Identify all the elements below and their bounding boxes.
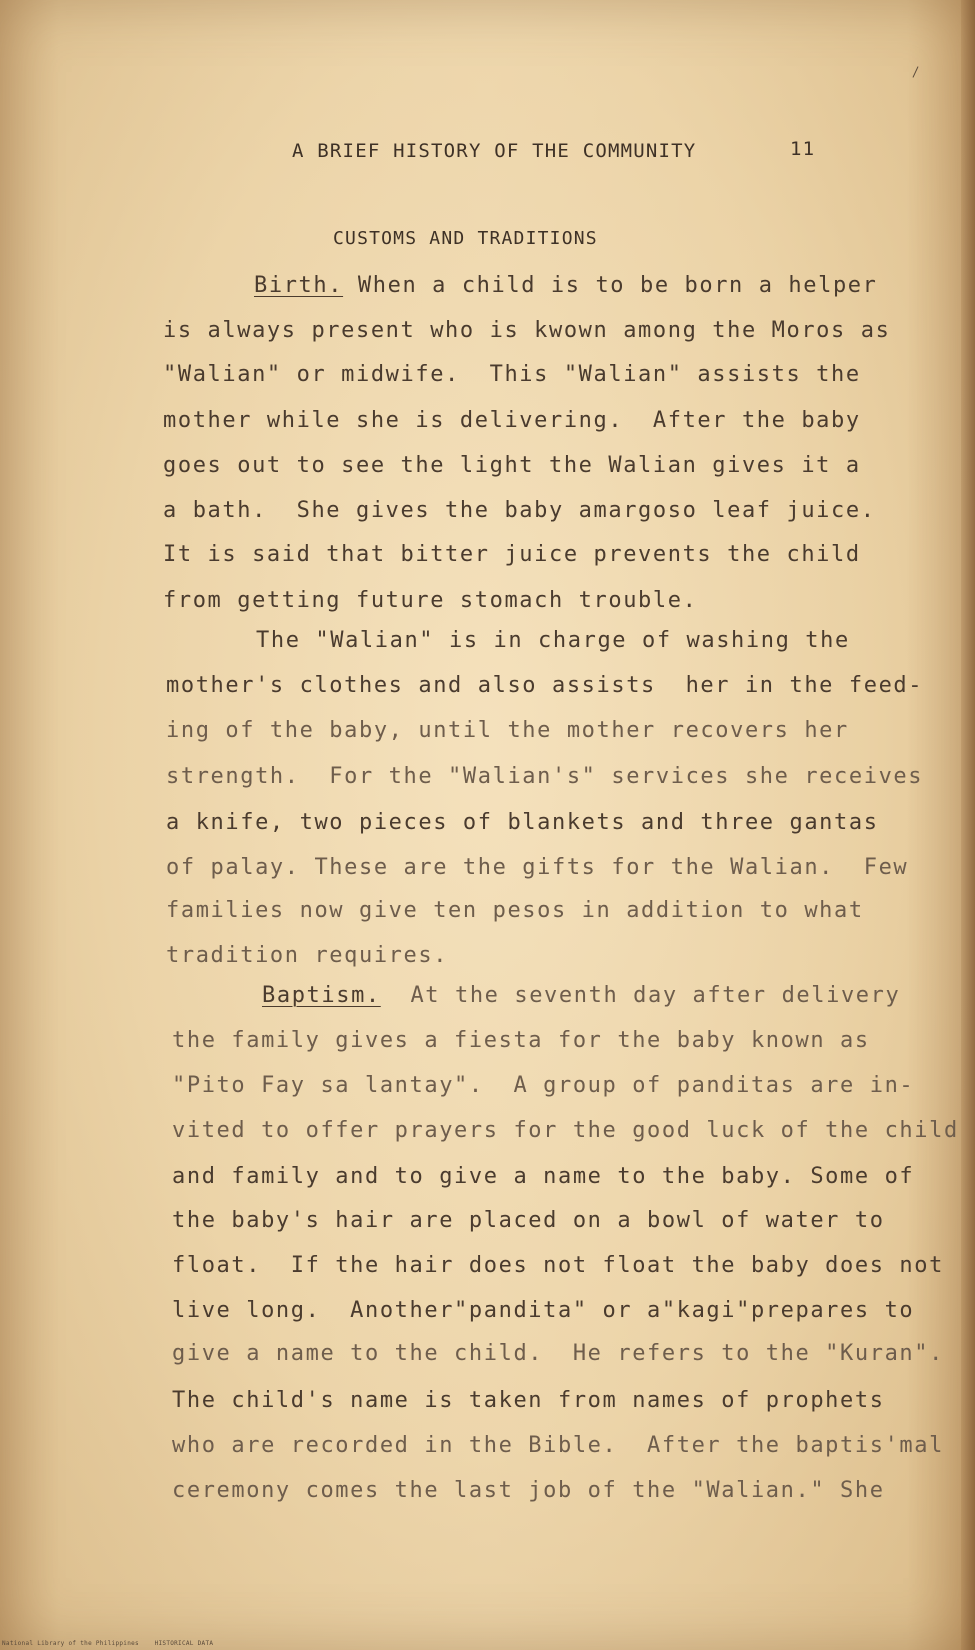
pencil-mark (913, 66, 919, 77)
baptism-line: ceremony comes the last job of the "Walian." She (172, 1478, 885, 1503)
running-title: A BRIEF HISTORY OF THE COMMUNITY (292, 140, 697, 162)
baptism-line: who are recorded in the Bible. After the baptis'mal (172, 1433, 944, 1458)
birth-first-line (254, 275, 878, 297)
baptism-line: give a name to the child. He refers to the "Kuran". (172, 1341, 944, 1366)
page-edge-shadow (961, 0, 975, 1650)
walian-line: mother's clothes and also assists her in the feed- (166, 673, 924, 698)
baptism-line: The child's name is taken from names of prophets (172, 1388, 885, 1413)
birth-line: It is said that bitter juice prevents the child (163, 542, 861, 567)
baptism-heading: Baptism. (262, 983, 381, 1008)
section-title: CUSTOMS AND TRADITIONS (333, 228, 598, 249)
birth-line: a bath. She gives the baby amargoso leaf juice. (163, 498, 876, 523)
walian-line: a knife, two pieces of blankets and three gantas (166, 810, 879, 835)
walian-line: The "Walian" is in charge of washing the (256, 628, 850, 653)
birth-line: mother while she is delivering. After the baby (163, 408, 861, 433)
walian-line: tradition requires. (166, 943, 449, 968)
walian-line: families now give ten pesos in addition to what (166, 898, 864, 923)
birth-line: is always present who is kwown among the Moros as (163, 318, 891, 343)
walian-line: of palay. These are the gifts for the Walian. Few (166, 855, 909, 880)
birth-line: When a child is to be born a helper (343, 273, 878, 298)
walian-line: strength. For the "Walian's" services she receives (166, 764, 924, 789)
baptism-line: At the seventh day after delivery (380, 983, 901, 1008)
baptism-line: live long. Another"pandita" or a"kagi"prepares to (172, 1298, 915, 1323)
birth-line: goes out to see the light the Walian gives it a (163, 453, 861, 478)
baptism-line: the baby's hair are placed on a bowl of water to (172, 1208, 885, 1233)
birth-line: from getting future stomach trouble. (163, 588, 698, 613)
baptism-line: vited to offer prayers for the good luck of the child (172, 1118, 959, 1143)
page-number: 11 (790, 138, 816, 160)
baptism-first-line (262, 985, 900, 1007)
baptism-line: "Pito Fay sa lantay". A group of panditas are in- (172, 1073, 915, 1098)
archive-footer: National Library of the Philippines HISTORICAL DATA (2, 1640, 214, 1647)
baptism-line: and family and to give a name to the baby. Some of (172, 1164, 915, 1189)
baptism-line: float. If the hair does not float the baby does not (172, 1253, 944, 1278)
birth-heading: Birth. (254, 273, 344, 298)
walian-line: ing of the baby, until the mother recovers her (166, 718, 849, 743)
birth-line: "Walian" or midwife. This "Walian" assists the (163, 362, 861, 387)
baptism-line: the family gives a fiesta for the baby known as (172, 1028, 870, 1053)
